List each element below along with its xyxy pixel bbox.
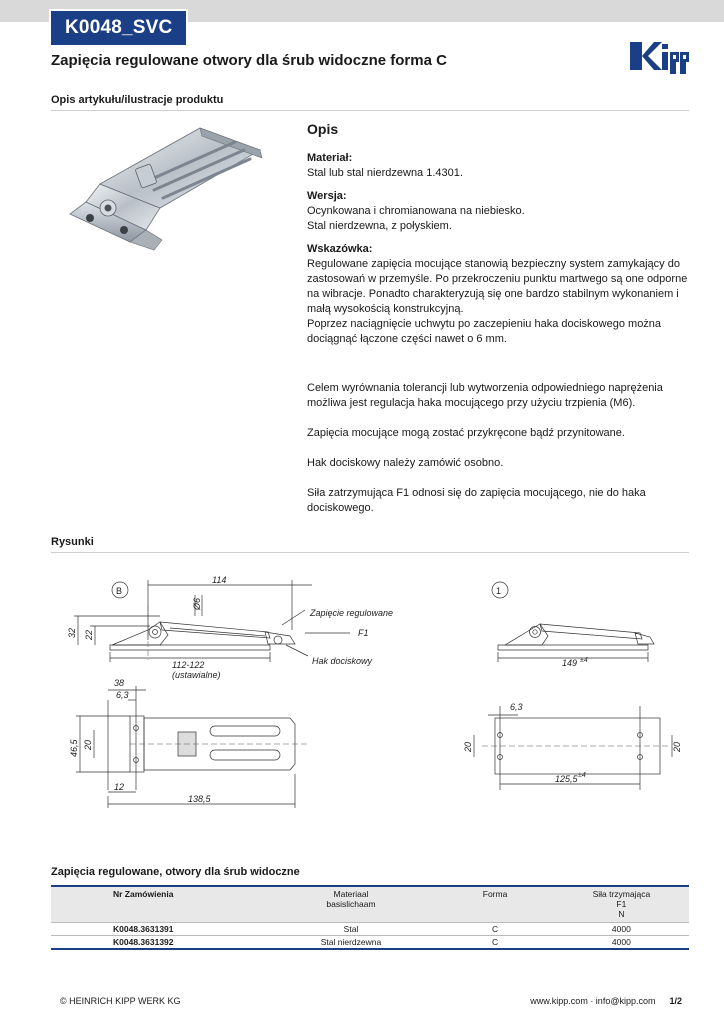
cell-form: C [436, 936, 553, 950]
description-heading: Opis [307, 121, 339, 137]
product-photo [50, 122, 265, 262]
table-row [51, 936, 689, 950]
label-latch: Zapięcie regulowane [310, 608, 394, 618]
dimension-32: 32 [67, 627, 77, 638]
paragraph: Celem wyrównania tolerancji lub wytworzenia odpowiedniego naprężenia możliwa jest regulacja haka mocującego przy użyciu trzpienia (M6). [307, 382, 663, 409]
dimension-38: 38 [114, 678, 125, 688]
cell-order-no: K0048.3631392 [51, 936, 266, 950]
table-row [51, 923, 689, 936]
header-force-line3: N [618, 909, 625, 919]
hint-text: Regulowane zapięcia mocujące stanowią bezpieczny system zamykający do zastosowań w przemyśle. Po przekroczeniu punktu martwego są one odporne na wibracje. Ponadto charakteryzują się one bardzo stabilnym wykonaniem i małą wysokością konstrukcyjną. [307, 258, 688, 315]
paragraph: Hak dociskowy należy zamówić osobno. [307, 457, 504, 469]
label-hook: Hak dociskowy [312, 656, 373, 666]
tolerance-125-5: ±4 [578, 772, 586, 779]
header-force-line1: Siła trzymająca [592, 889, 651, 899]
hint-label: Wskazówka: [307, 243, 373, 255]
label-force: F1 [358, 628, 369, 638]
page-title: Zapięcia regulowane otwory dla śrub widoczne forma C [51, 52, 447, 69]
view-label-b: B [116, 586, 123, 596]
header-order-no: Nr Zamówienia [113, 889, 174, 899]
cell-order-no: K0048.3631391 [51, 923, 266, 936]
section-heading-drawings: Rysunki [51, 536, 94, 548]
dimension-46-5: 46,5 [69, 739, 79, 757]
version-line: Stal nierdzewna, z połyskiem. [307, 220, 452, 232]
section-heading-product: Opis artykułu/ilustracje produktu [51, 94, 224, 106]
cell-form: C [436, 923, 553, 936]
header-material-line2: basislichaam [326, 899, 376, 909]
table-header-row [51, 886, 689, 923]
paragraph: Zapięcia mocujące mogą zostać przykręcone bądź przynitowane. [307, 427, 625, 439]
technical-drawings [50, 560, 700, 820]
dimension-6-3-b: 6,3 [510, 702, 523, 712]
header-force [554, 886, 689, 923]
header-form: Forma [482, 889, 508, 899]
dimension-20-right: 20 [672, 741, 682, 752]
hint-text-2: Poprzez naciągnięcie uchwytu po zaczepieniu haka dociskowego można dociągnąć łączone części nawet o 6 mm. [307, 318, 662, 345]
dimension-112-122: 112-122 [172, 660, 205, 670]
header-material-line1: Materiaal [333, 889, 369, 899]
version-label: Wersja: [307, 190, 347, 202]
table-title: Zapięcia regulowane, otwory dla śrub widoczne [51, 866, 300, 878]
adjustable-note: (ustawialne) [172, 670, 221, 680]
dimension-12: 12 [114, 782, 125, 792]
section-divider [51, 552, 689, 553]
cell-material: Stal nierdzewna [266, 936, 437, 950]
dimension-114: 114 [212, 575, 227, 585]
dimension-22: 22 [84, 629, 94, 640]
page-number: 1/2 [669, 996, 682, 1006]
footer-copyright: © HEINRICH KIPP WERK KG [60, 996, 181, 1006]
dimension-149: 149 [562, 658, 578, 668]
product-code-badge: K0048_SVC [51, 11, 186, 45]
product-table [51, 885, 689, 950]
dimension-6-3: 6,3 [116, 690, 129, 700]
material-label: Materiał: [307, 152, 353, 164]
material-text: Stal lub stal nierdzewna 1.4301. [307, 167, 463, 179]
kipp-logo [628, 38, 690, 74]
dimension-125-5: 125,5 [555, 774, 578, 784]
paragraph: Siła zatrzymująca F1 odnosi się do zapięcia mocującego, nie do haka dociskowego. [307, 487, 646, 514]
cell-force: 4000 [554, 923, 689, 936]
dimension-20: 20 [83, 739, 93, 750]
section-divider [51, 110, 689, 111]
description-block [307, 122, 697, 516]
footer-contact: www.kipp.com · info@kipp.com [530, 996, 656, 1006]
footer-right [530, 996, 682, 1006]
dimension-d6: Ø6 [192, 597, 202, 610]
header-material [266, 886, 437, 923]
cell-material: Stal [266, 923, 437, 936]
cell-force: 4000 [554, 936, 689, 950]
version-line: Ocynkowana i chromianowana na niebiesko. [307, 205, 525, 217]
tolerance-149: ±4 [580, 657, 588, 664]
dimension-138-5: 138,5 [188, 794, 211, 804]
dimension-20-left: 20 [463, 741, 473, 752]
header-force-line2: F1 [616, 899, 627, 909]
view-label-1: 1 [496, 586, 502, 596]
